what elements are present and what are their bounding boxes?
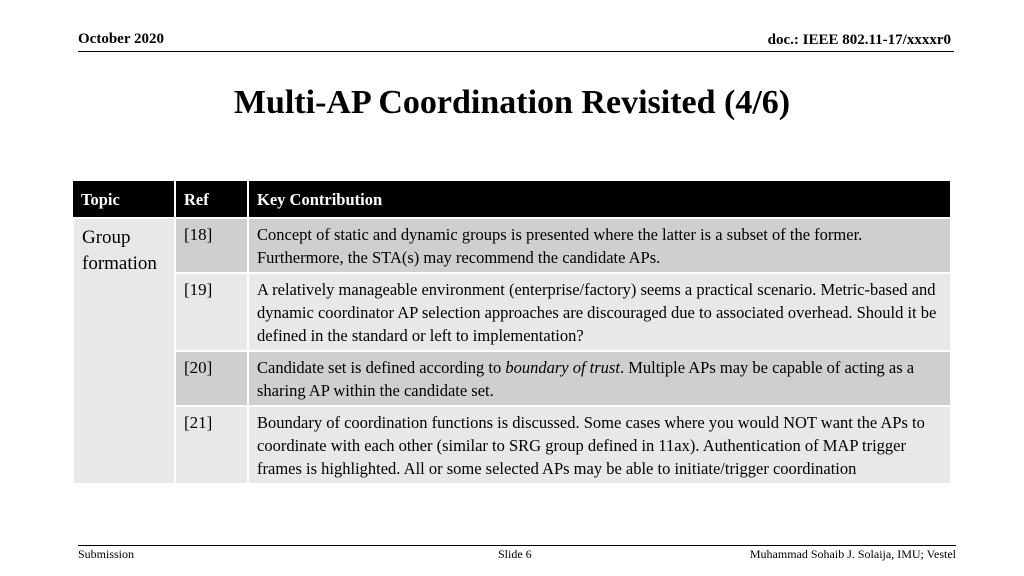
table-row bbox=[73, 218, 951, 273]
footer-submission: Submission bbox=[78, 547, 135, 561]
contribution-cell bbox=[248, 351, 951, 406]
table-header-row bbox=[73, 181, 951, 218]
contribution-cell: Concept of static and dynamic groups is presented where the latter is a subset of the former. Furthermore, the STA(s) may recommend the candidate APs. bbox=[248, 218, 951, 273]
footer-author: Muhammad Sohaib J. Solaija, IMU; Vestel bbox=[749, 547, 956, 561]
contribution-cell: Boundary of coordination functions is discussed. Some cases where you would NOT want the APs to coordinate with each other (similar to SRG group defined in 11ax). Authentication of MAP trigger frames is highlighted. All or some selected APs may be able to initiate/trigger coordination bbox=[248, 406, 951, 484]
footer-slide-number: Slide 6 bbox=[498, 547, 532, 561]
contribution-table bbox=[72, 181, 952, 485]
footer-rule bbox=[78, 545, 956, 546]
table-row bbox=[73, 406, 951, 484]
header-date: October 2020 bbox=[78, 31, 164, 47]
column-header-key-contribution: Key Contribution bbox=[248, 181, 951, 218]
topic-line: formation bbox=[82, 253, 157, 274]
ref-cell: [21] bbox=[175, 406, 248, 484]
contribution-emphasis: boundary of trust bbox=[505, 358, 620, 377]
header-rule bbox=[78, 51, 954, 52]
slide-title: Multi-AP Coordination Revisited (4/6) bbox=[233, 84, 791, 121]
contribution-cell: A relatively manageable environment (enterprise/factory) seems a practical scenario. Metric-based and dynamic coordinator AP selection approaches are discouraged due to associated overhead. Should it be defined in the standard or left to implementation? bbox=[248, 273, 951, 351]
column-header-topic: Topic bbox=[73, 181, 175, 218]
column-header-ref: Ref bbox=[175, 181, 248, 218]
ref-cell: [20] bbox=[175, 351, 248, 406]
ref-cell: [19] bbox=[175, 273, 248, 351]
header-doc-id: doc.: IEEE 802.11-17/xxxxr0 bbox=[767, 32, 951, 48]
topic-line: Group bbox=[82, 227, 131, 248]
table-row bbox=[73, 273, 951, 351]
contribution-text: Candidate set is defined according to bbox=[257, 358, 506, 377]
ref-cell: [18] bbox=[175, 218, 248, 273]
table-row bbox=[73, 351, 951, 406]
contribution-text: . Multiple APs may be capable of acting as a sharing AP within the candidate set. bbox=[257, 358, 915, 400]
topic-cell bbox=[73, 218, 175, 484]
